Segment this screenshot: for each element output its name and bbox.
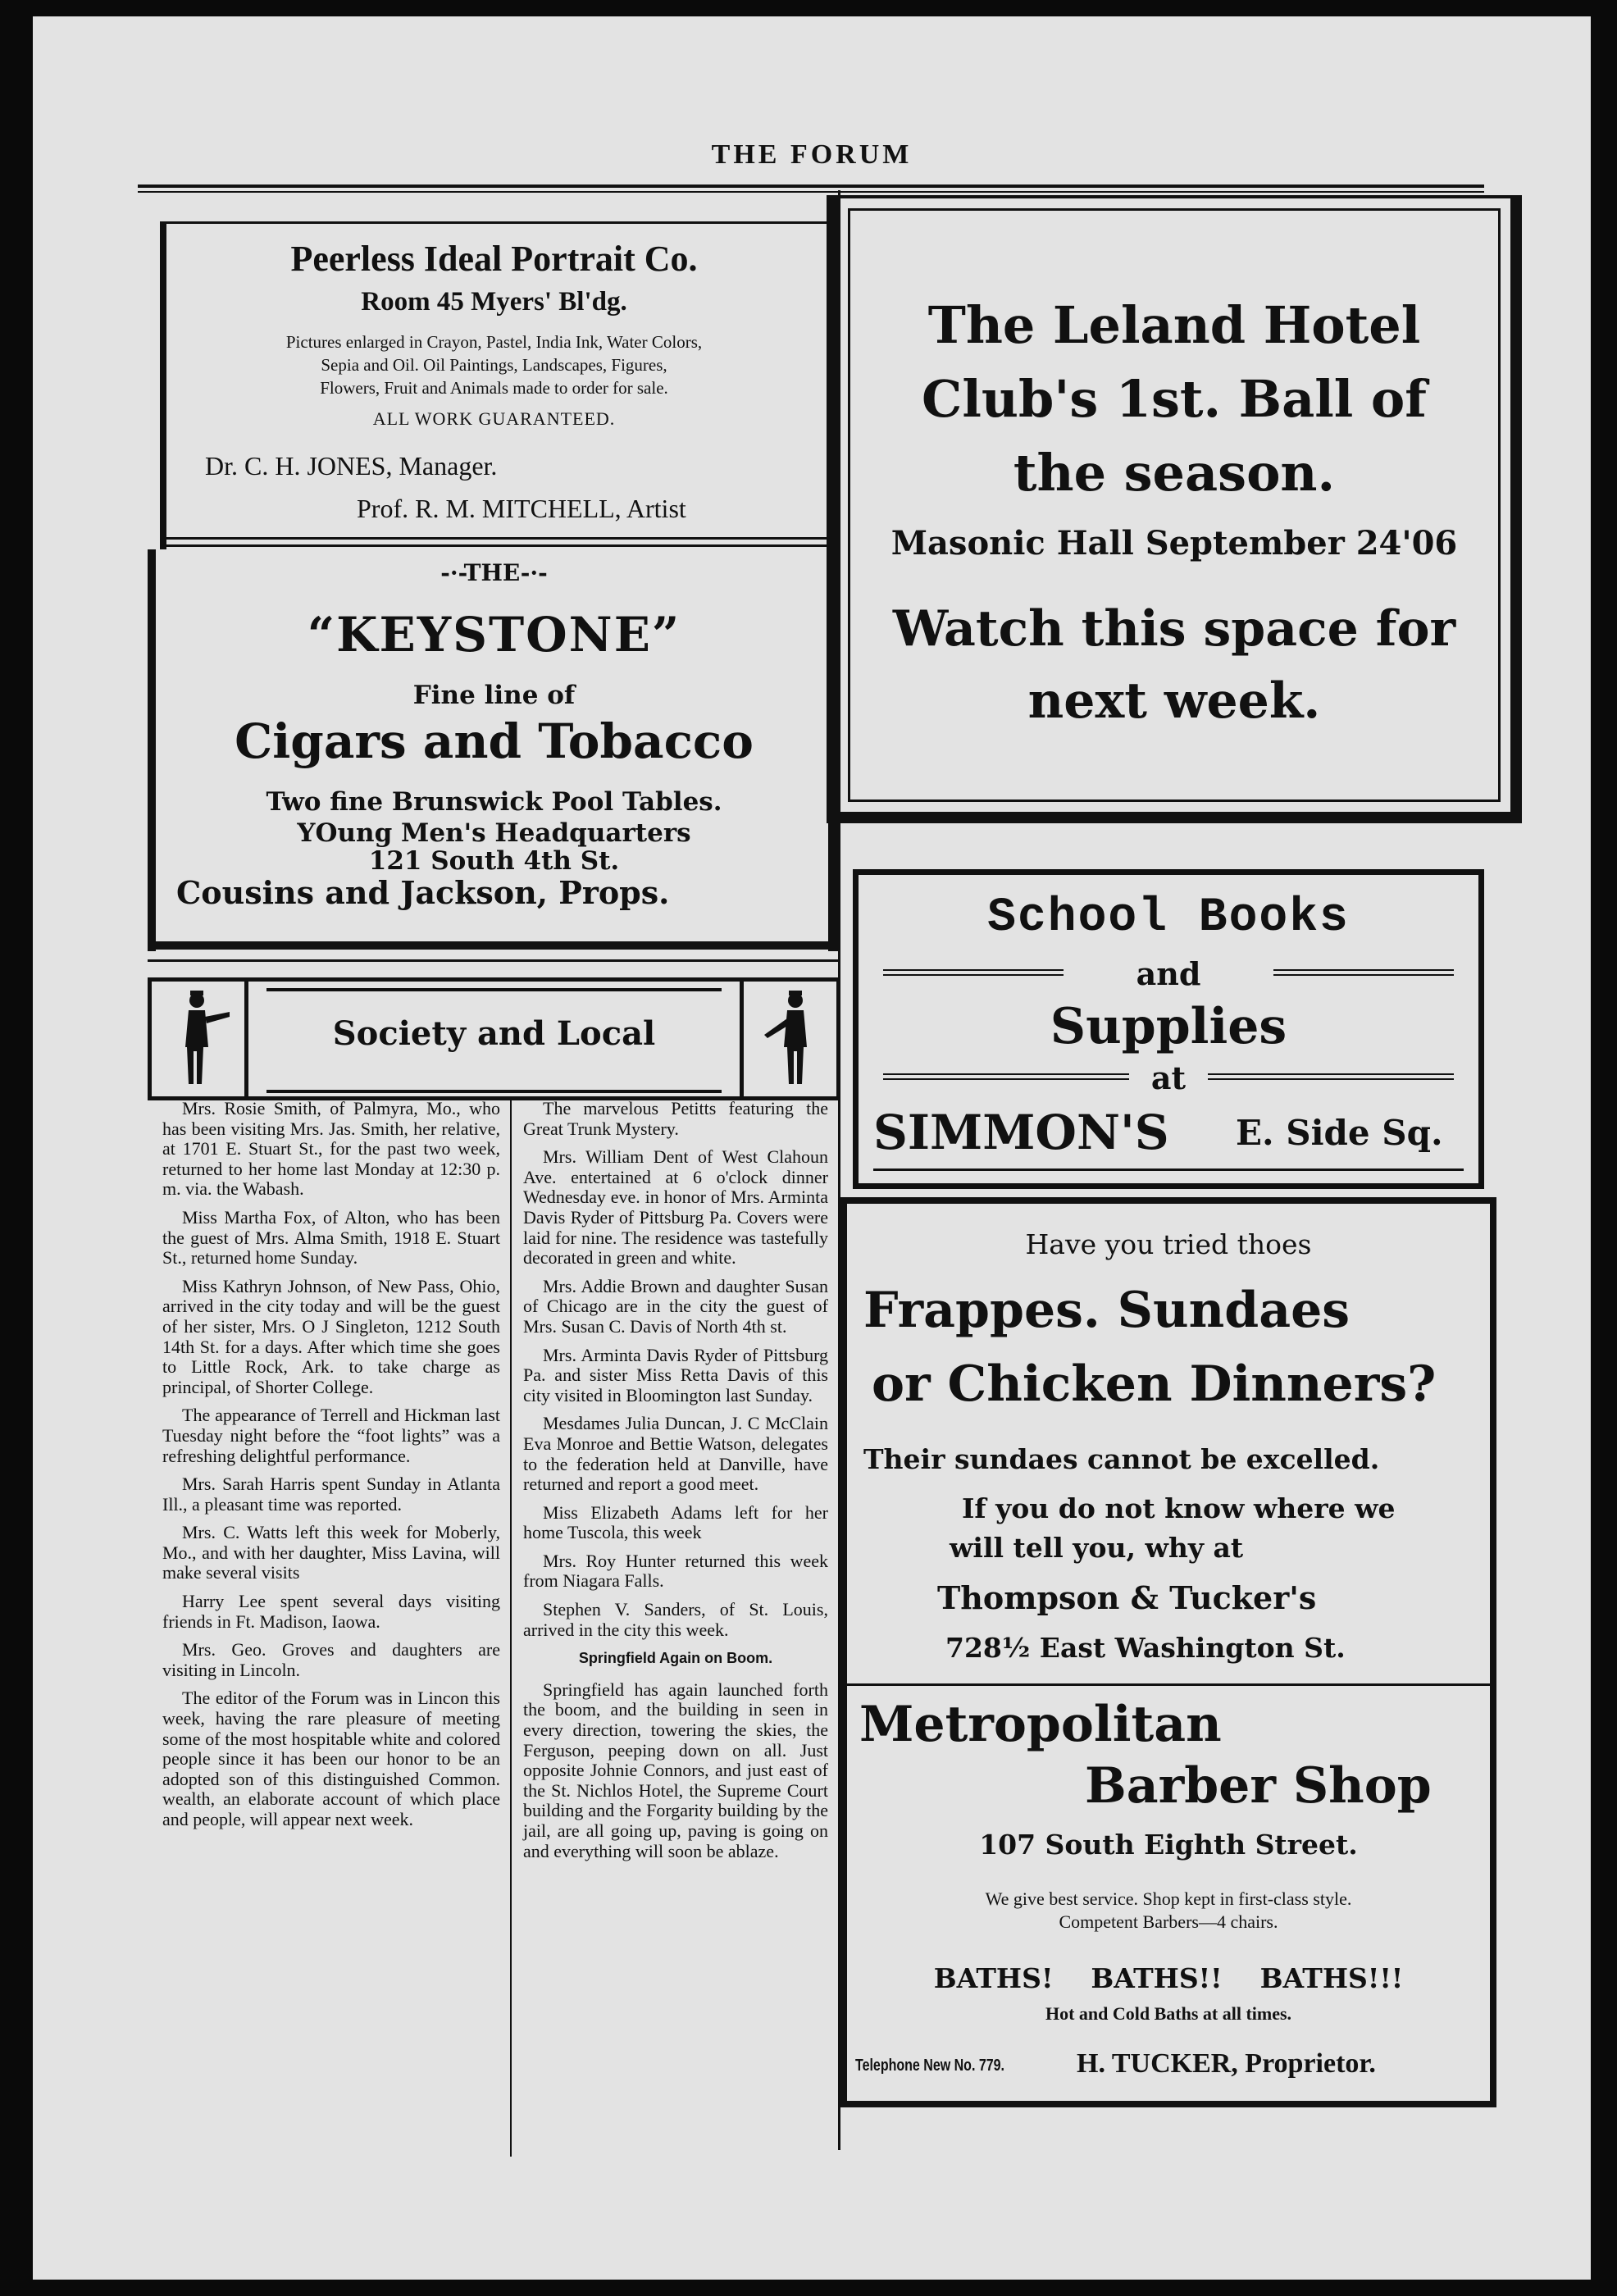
frappes-address: 728½ East Washington St.: [945, 1632, 1346, 1664]
barber-line-1: Metropolitan: [859, 1696, 1222, 1753]
keystone-cigars: Cigars and Tobacco: [235, 713, 754, 769]
frappes-know: If you do not know where we: [962, 1492, 1396, 1524]
barber-service-1: We give best service. Shop kept in first-class style.: [985, 1888, 1352, 1909]
keystone-name: “KEYSTONE”: [307, 607, 681, 663]
keystone-the: -·-THE-·-: [440, 559, 548, 586]
news-item: Mrs. Arminta Davis Ryder of Pittsburg Pa. and sister Miss Retta Davis of this city visited in Bloomington last Sunday.: [523, 1344, 828, 1405]
keystone-ad: [148, 549, 840, 959]
gentleman-right-icon: [754, 986, 828, 1092]
masthead-rule: [138, 184, 1484, 193]
news-item: Miss Elizabeth Adams left for her home Tuscola, this week: [523, 1501, 828, 1543]
news-item: Mesdames Julia Duncan, J. C McClain Eva Monroe and Bettie Watson, delegates to the federation held at Danville, have returned and report a good meet.: [523, 1413, 828, 1495]
portrait-room: Room 45 Myers' Bl'dg.: [361, 287, 627, 317]
keystone-hq: YOung Men's Headquarters: [297, 818, 691, 848]
news-item: The appearance of Terrell and Hickman last Tuesday night before the “foot lights” was a refreshing delightful performance.: [162, 1405, 500, 1466]
news-item: Mrs. Geo. Groves and daughters are visiting in Lincoln.: [162, 1639, 500, 1680]
newspaper-page: [33, 16, 1591, 2280]
books-at: at: [1150, 1059, 1187, 1096]
news-item: Mrs. William Dent of West Clahoun Ave. entertained at 6 o'clock dinner Wednesday eve. in honor of Mrs. Arminta Davis Ryder of Pittsburg Pa. Covers were laid for nine. The residence was tastefully decorated in green and white.: [523, 1146, 828, 1269]
news-item: Miss Martha Fox, of Alton, who has been the guest of Mrs. Alma Smith, 1918 E. Stuart St., returned home Sunday.: [162, 1206, 500, 1269]
news-item: Mrs. C. Watts left this week for Moberly, Mo., and with her daughter, Miss Lavina, will make several visits: [162, 1522, 500, 1583]
news-item: The editor of the Forum was in Lincon this week, having the rare pleasure of meeting some of the most hospitable white and colored people since it has been our honor to be an adopted son of this distinguished Common. wealth, an elaborate account of which place and people, will appear next week.: [162, 1688, 500, 1829]
barber-hotcold: Hot and Cold Baths at all times.: [1045, 2003, 1292, 2024]
barber-phone: Telephone New No. 779.: [855, 2057, 1004, 2075]
news-column-2: [523, 1099, 828, 1870]
leland-line-2: Club's 1st. Ball of: [922, 369, 1427, 429]
keystone-address: 121 South 4th St.: [368, 846, 620, 876]
portrait-ad: [160, 205, 840, 549]
keystone-fine: Fine line of: [412, 681, 576, 710]
leland-line-1: The Leland Hotel: [927, 295, 1421, 355]
portrait-title: Peerless Ideal Portrait Co.: [290, 239, 698, 279]
news-item: Springfield has again launched forth the boom, and the building in seen in every direction, towering the skies, the Ferguson, peeping down on all. Just opposite Johnie Connors, and just east of the St. Nichlos Hotel, the Supreme Court building and the Forgarity building by the jail, are all going up, paving is going on and everything will soon be ablaze.: [523, 1679, 828, 1861]
portrait-desc-3: Flowers, Fruit and Animals made to order for sale.: [320, 378, 668, 398]
barber-address: 107 South Eighth Street.: [979, 1829, 1358, 1861]
news-item: Miss Kathryn Johnson, of New Pass, Ohio, arrived in the city today and will be the guest of her sister, Mrs. O J Singleton, 1212 South 14th St. for a days. After which time she goes to Little Rock, Ark. to take charge as principal, of Shorter College.: [162, 1275, 500, 1397]
society-title: Society and Local: [332, 1014, 656, 1053]
news-item: The marvelous Petitts featuring the Great Trunk Mystery.: [523, 1098, 828, 1139]
barber-proprietor: H. TUCKER, Proprietor.: [1077, 2048, 1376, 2079]
portrait-artist: Prof. R. M. MITCHELL, Artist: [357, 494, 686, 523]
news-item: Stephen V. Sanders, of St. Louis, arrived in the city this week.: [523, 1599, 828, 1640]
gentleman-left-icon: [164, 986, 238, 1092]
books-line-1: School Books: [987, 891, 1350, 945]
news-item: Mrs. Sarah Harris spent Sunday in Atlanta Ill., a pleasant time was reported.: [162, 1474, 500, 1515]
keystone-props: Cousins and Jackson, Props.: [176, 874, 670, 911]
books-line-2: Supplies: [1050, 998, 1287, 1055]
news-item: Mrs. Rosie Smith, of Palmyra, Mo., who has been visiting Mrs. Jas. Smith, her relative, at 1701 E. Stuart St., for the past two week, returned to her home last Monday at 12:30 p. m. via. the Wabash.: [162, 1098, 500, 1200]
keystone-pool: Two fine Brunswick Pool Tables.: [266, 787, 722, 817]
inner-column-rule: [510, 1099, 512, 2157]
leland-line-5: Watch this space for: [892, 600, 1456, 658]
news-item: Mrs. Roy Hunter returned this week from Niagara Falls.: [523, 1550, 828, 1592]
frappes-excelled: Their sundaes cannot be excelled.: [863, 1443, 1380, 1475]
barber-service-2: Competent Barbers—4 chairs.: [1059, 1911, 1278, 1932]
leland-line-4: Masonic Hall September 24'06: [890, 524, 1458, 563]
thompson-tucker-ad: [840, 1197, 1496, 2107]
books-store: SIMMON'S: [873, 1105, 1169, 1160]
portrait-guarantee: ALL WORK GUARANTEED.: [372, 408, 616, 429]
news-column-1: [162, 1099, 500, 1838]
news-item: Mrs. Addie Brown and daughter Susan of Chicago are in the city the guest of Mrs. Susan C. Davis of North 4th st.: [523, 1275, 828, 1337]
leland-line-6: next week.: [1027, 672, 1321, 730]
frappes-line-1: Frappes. Sundaes: [863, 1282, 1351, 1339]
books-and: and: [1136, 955, 1201, 992]
portrait-manager: Dr. C. H. JONES, Manager.: [205, 451, 498, 481]
leland-hotel-ad: [827, 195, 1522, 823]
springfield-heading: Springfield Again on Boom.: [578, 1650, 773, 1667]
barber-line-2: Barber Shop: [1085, 1757, 1432, 1815]
barber-baths: BATHS! BATHS!! BATHS!!!: [933, 1962, 1404, 1994]
books-side: E. Side Sq.: [1236, 1113, 1443, 1153]
leland-line-3: the season.: [1013, 443, 1336, 503]
news-item: Harry Lee spent several days visiting friends in Ft. Madison, Iaowa.: [162, 1591, 500, 1632]
frappes-tried: Have you tried thoes: [1025, 1228, 1312, 1260]
frappes-name: Thompson & Tucker's: [937, 1579, 1317, 1616]
portrait-desc-1: Pictures enlarged in Crayon, Pastel, India Ink, Water Colors,: [285, 332, 703, 352]
school-books-ad: [853, 869, 1484, 1189]
masthead: THE FORUM: [711, 139, 913, 170]
frappes-line-2: or Chicken Dinners?: [872, 1355, 1437, 1413]
frappes-tell: will tell you, why at: [950, 1532, 1244, 1564]
portrait-desc-2: Sepia and Oil. Oil Paintings, Landscapes, Figures,: [321, 355, 667, 375]
society-header: [148, 968, 840, 1107]
